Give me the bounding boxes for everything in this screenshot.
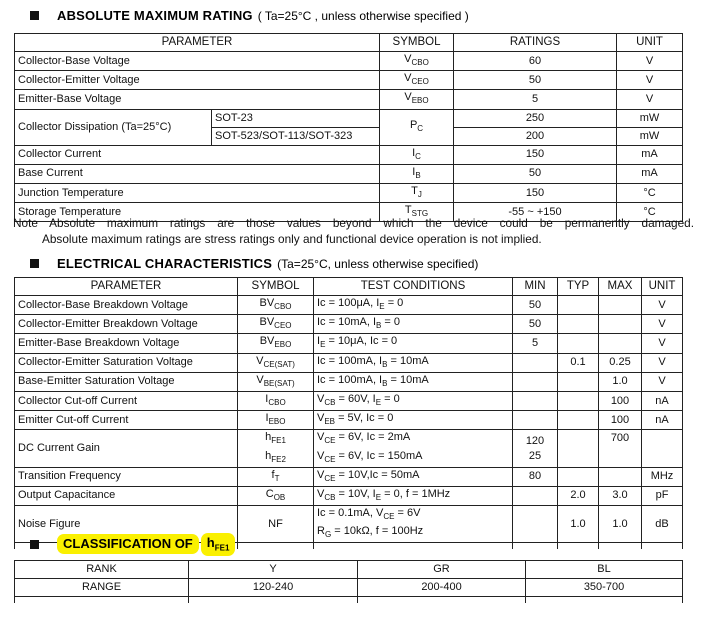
- section-bullet-icon: [30, 540, 39, 549]
- conditions-cell: Ic = 100μA, $I_E = 0$: [314, 296, 513, 315]
- table-row: [15, 411, 683, 430]
- unit-cell: V: [642, 296, 683, 315]
- min-cell: 50: [513, 296, 558, 315]
- table-header-row: [15, 34, 683, 52]
- electrical-characteristics-table: [14, 277, 683, 549]
- typ-cell: [558, 334, 599, 353]
- conditions-cell: $V_{CB} = 60V$, $I_E = 0$: [314, 391, 513, 410]
- col-header-unit: UNIT: [642, 278, 683, 296]
- unit-cell: °C: [617, 203, 683, 222]
- typ-cell: [558, 372, 599, 391]
- rank-cell: BL: [526, 561, 683, 579]
- symbol-cell: $I_{EBO}$: [238, 411, 314, 430]
- unit-cell: V: [617, 52, 683, 71]
- range-cell: 350-700: [526, 579, 683, 597]
- rating-cell: 150: [454, 145, 617, 164]
- table-row: [15, 71, 683, 90]
- col-header-min: MIN: [513, 278, 558, 296]
- param-cell: Collector-Emitter Breakdown Voltage: [15, 315, 238, 334]
- conditions-cell: $I_E = 10\mu A$, Ic = 0: [314, 334, 513, 353]
- col-header-symbol: SYMBOL: [238, 278, 314, 296]
- min-cell: [513, 353, 558, 372]
- section-subtitle: ( Ta=25°C , unless otherwise specified ): [257, 8, 469, 23]
- rating-cell: -55 ~ +150: [454, 203, 617, 222]
- col-header-typ: TYP: [558, 278, 599, 296]
- typ-cell: [558, 411, 599, 430]
- unit-cell: V: [642, 372, 683, 391]
- symbol-cell: $C_{OB}$: [238, 486, 314, 505]
- unit-cell: mA: [617, 164, 683, 183]
- note-line-1: Note Absolute maximum ratings are those values beyond which the device could be permanently damaged.: [13, 216, 694, 230]
- max-cell: [599, 467, 642, 486]
- rating-cell: 250: [454, 109, 617, 127]
- symbol-cell: $I_C$: [380, 145, 454, 164]
- unit-cell: [642, 430, 683, 467]
- param-cell: Junction Temperature: [15, 183, 380, 202]
- rating-cell: 5: [454, 90, 617, 109]
- range-cell: 200-400: [358, 579, 526, 597]
- max-cell: 100: [599, 411, 642, 430]
- unit-cell: mA: [617, 145, 683, 164]
- table-row: [15, 183, 683, 202]
- symbol-cell: $h_{FE1}$ $h_{FE2}$: [238, 430, 314, 467]
- table-row-dissipation-sot23: [15, 109, 683, 127]
- param-cell: Collector-Emitter Voltage: [15, 71, 380, 90]
- symbol-cell: $V_{CBO}$: [380, 52, 454, 71]
- section-bullet-icon: [30, 259, 39, 268]
- table-header-row: [15, 278, 683, 296]
- col-header-ratings: RATINGS: [454, 34, 617, 52]
- table-row: [15, 353, 683, 372]
- param-cell: Collector-Base Breakdown Voltage: [15, 296, 238, 315]
- symbol-cell: $f_T$: [238, 467, 314, 486]
- classification-title-highlight: CLASSIFICATION OF: [57, 534, 199, 554]
- unit-cell: dB: [642, 506, 683, 543]
- col-header-symbol: SYMBOL: [380, 34, 454, 52]
- max-cell: 100: [599, 391, 642, 410]
- classification-section-heading: [30, 533, 235, 556]
- param-cell: Emitter Cut-off Current: [15, 411, 238, 430]
- unit-cell: V: [642, 315, 683, 334]
- min-cell: [513, 391, 558, 410]
- col-header-unit: UNIT: [617, 34, 683, 52]
- min-cell: 50: [513, 315, 558, 334]
- param-cell: Storage Temperature: [15, 203, 380, 222]
- param-cell: Noise Figure: [15, 506, 238, 543]
- rating-cell: 150: [454, 183, 617, 202]
- absolute-maximum-rating-table: [14, 33, 683, 222]
- range-row: [15, 579, 683, 597]
- table-row: [15, 486, 683, 505]
- table-row: [15, 145, 683, 164]
- conditions-cell: $V_{CE} = 10V,Ic = 50mA$: [314, 467, 513, 486]
- min-cell: 120 25: [513, 430, 558, 467]
- rank-row: [15, 561, 683, 579]
- max-cell: [599, 296, 642, 315]
- conditions-cell: $V_{CB} = 10V$, $I_E = 0$, f = 1MHz: [314, 486, 513, 505]
- table-row: [15, 372, 683, 391]
- typ-cell: 0.1: [558, 353, 599, 372]
- max-cell: [599, 334, 642, 353]
- param-cell: Emitter-Base Breakdown Voltage: [15, 334, 238, 353]
- max-cell: 1.0: [599, 372, 642, 391]
- table-row: [15, 391, 683, 410]
- param-cell: Base Current: [15, 164, 380, 183]
- typ-cell: 2.0: [558, 486, 599, 505]
- col-header-parameter: PARAMETER: [15, 278, 238, 296]
- elec-table-body: [15, 296, 683, 543]
- range-cell: 120-240: [189, 579, 358, 597]
- conditions-cell: Ic = 100mA, $I_B = 10mA$: [314, 353, 513, 372]
- symbol-cell: $I_B$: [380, 164, 454, 183]
- unit-cell: mW: [617, 127, 683, 145]
- symbol-cell: $T_J$: [380, 183, 454, 202]
- symbol-cell: $I_{CBO}$: [238, 391, 314, 410]
- conditions-cell: $V_{EB} = 5V$, Ic = 0: [314, 411, 513, 430]
- symbol-cell: NF: [238, 506, 314, 543]
- package-cell: SOT-23: [212, 109, 380, 127]
- rank-cell: GR: [358, 561, 526, 579]
- symbol-cell: $BV_{EBO}$: [238, 334, 314, 353]
- conditions-cell: Ic = 10mA, $I_B = 0$: [314, 315, 513, 334]
- param-cell: Collector Cut-off Current: [15, 391, 238, 410]
- conditions-cell: $V_{CE} = 6V$, Ic = 2mA $V_{CE} = 6V$, Ic = 150mA: [314, 430, 513, 467]
- rating-cell: 60: [454, 52, 617, 71]
- unit-cell: V: [642, 353, 683, 372]
- symbol-cell: $BV_{CEO}$: [238, 315, 314, 334]
- table-row: [15, 296, 683, 315]
- unit-cell: °C: [617, 183, 683, 202]
- param-cell: Transition Frequency: [15, 467, 238, 486]
- unit-cell: MHz: [642, 467, 683, 486]
- symbol-cell: $V_{CEO}$: [380, 71, 454, 90]
- param-cell: Output Capacitance: [15, 486, 238, 505]
- max-cell: 0.25: [599, 353, 642, 372]
- classification-table: [14, 560, 683, 603]
- typ-cell: [558, 315, 599, 334]
- section-subtitle: (Ta=25°C, unless otherwise specified): [277, 256, 479, 271]
- min-cell: [513, 486, 558, 505]
- typ-cell: [558, 467, 599, 486]
- param-cell: Emitter-Base Voltage: [15, 90, 380, 109]
- rating-cell: 50: [454, 164, 617, 183]
- typ-cell: [558, 430, 599, 467]
- param-cell: Base-Emitter Saturation Voltage: [15, 372, 238, 391]
- min-cell: [513, 411, 558, 430]
- table-row: [15, 430, 683, 467]
- symbol-cell: $V_{EBO}$: [380, 90, 454, 109]
- classification-symbol-highlight: $h_{FE1}$: [201, 533, 236, 556]
- rank-cell: Y: [189, 561, 358, 579]
- min-cell: [513, 506, 558, 543]
- symbol-cell: $P_C$: [380, 109, 454, 145]
- max-cell: [599, 315, 642, 334]
- symbol-cell: $V_{BE(SAT)}$: [238, 372, 314, 391]
- table-cutoff-stub-row: [15, 597, 683, 603]
- table-row: [15, 315, 683, 334]
- param-cell: Collector-Emitter Saturation Voltage: [15, 353, 238, 372]
- min-cell: [513, 372, 558, 391]
- rating-cell: 200: [454, 127, 617, 145]
- table-row: [15, 467, 683, 486]
- absolute-maximum-note: [13, 215, 694, 247]
- typ-cell: 1.0: [558, 506, 599, 543]
- amr-section-heading: [30, 8, 469, 23]
- range-label-cell: RANGE: [15, 579, 189, 597]
- symbol-cell: $BV_{CBO}$: [238, 296, 314, 315]
- conditions-cell: Ic = 0.1mA, $V_{CE} = 6V$ $R_G = 10k\Omega$, f = 100Hz: [314, 506, 513, 543]
- table-row: [15, 334, 683, 353]
- typ-cell: [558, 296, 599, 315]
- col-header-conditions: TEST CONDITIONS: [314, 278, 513, 296]
- param-cell: Collector Current: [15, 145, 380, 164]
- unit-cell: nA: [642, 411, 683, 430]
- min-cell: 5: [513, 334, 558, 353]
- table-row: [15, 90, 683, 109]
- unit-cell: nA: [642, 391, 683, 410]
- unit-cell: mW: [617, 109, 683, 127]
- max-cell: 3.0: [599, 486, 642, 505]
- electrical-section-heading: [30, 256, 478, 271]
- symbol-cell: $T_{STG}$: [380, 203, 454, 222]
- col-header-parameter: PARAMETER: [15, 34, 380, 52]
- rating-cell: 50: [454, 71, 617, 90]
- symbol-cell: $V_{CE(SAT)}$: [238, 353, 314, 372]
- param-cell: Collector-Base Voltage: [15, 52, 380, 71]
- package-cell: SOT-523/SOT-113/SOT-323: [212, 127, 380, 145]
- unit-cell: V: [617, 71, 683, 90]
- section-bullet-icon: [30, 11, 39, 20]
- conditions-cell: Ic = 100mA, $I_B = 10mA$: [314, 372, 513, 391]
- param-cell: Collector Dissipation (Ta=25°C): [15, 109, 212, 145]
- max-cell: 1.0: [599, 506, 642, 543]
- table-row: [15, 164, 683, 183]
- unit-cell: V: [617, 90, 683, 109]
- param-cell: DC Current Gain: [15, 430, 238, 467]
- max-cell: 700: [599, 430, 642, 467]
- note-line-2: Absolute maximum ratings are stress ratings only and functional device operation is not implied.: [42, 232, 542, 246]
- rank-label-cell: RANK: [15, 561, 189, 579]
- section-title: ABSOLUTE MAXIMUM RATING: [57, 8, 253, 23]
- min-cell: 80: [513, 467, 558, 486]
- unit-cell: pF: [642, 486, 683, 505]
- table-row: [15, 52, 683, 71]
- unit-cell: V: [642, 334, 683, 353]
- col-header-max: MAX: [599, 278, 642, 296]
- typ-cell: [558, 391, 599, 410]
- section-title: ELECTRICAL CHARACTERISTICS: [57, 256, 273, 271]
